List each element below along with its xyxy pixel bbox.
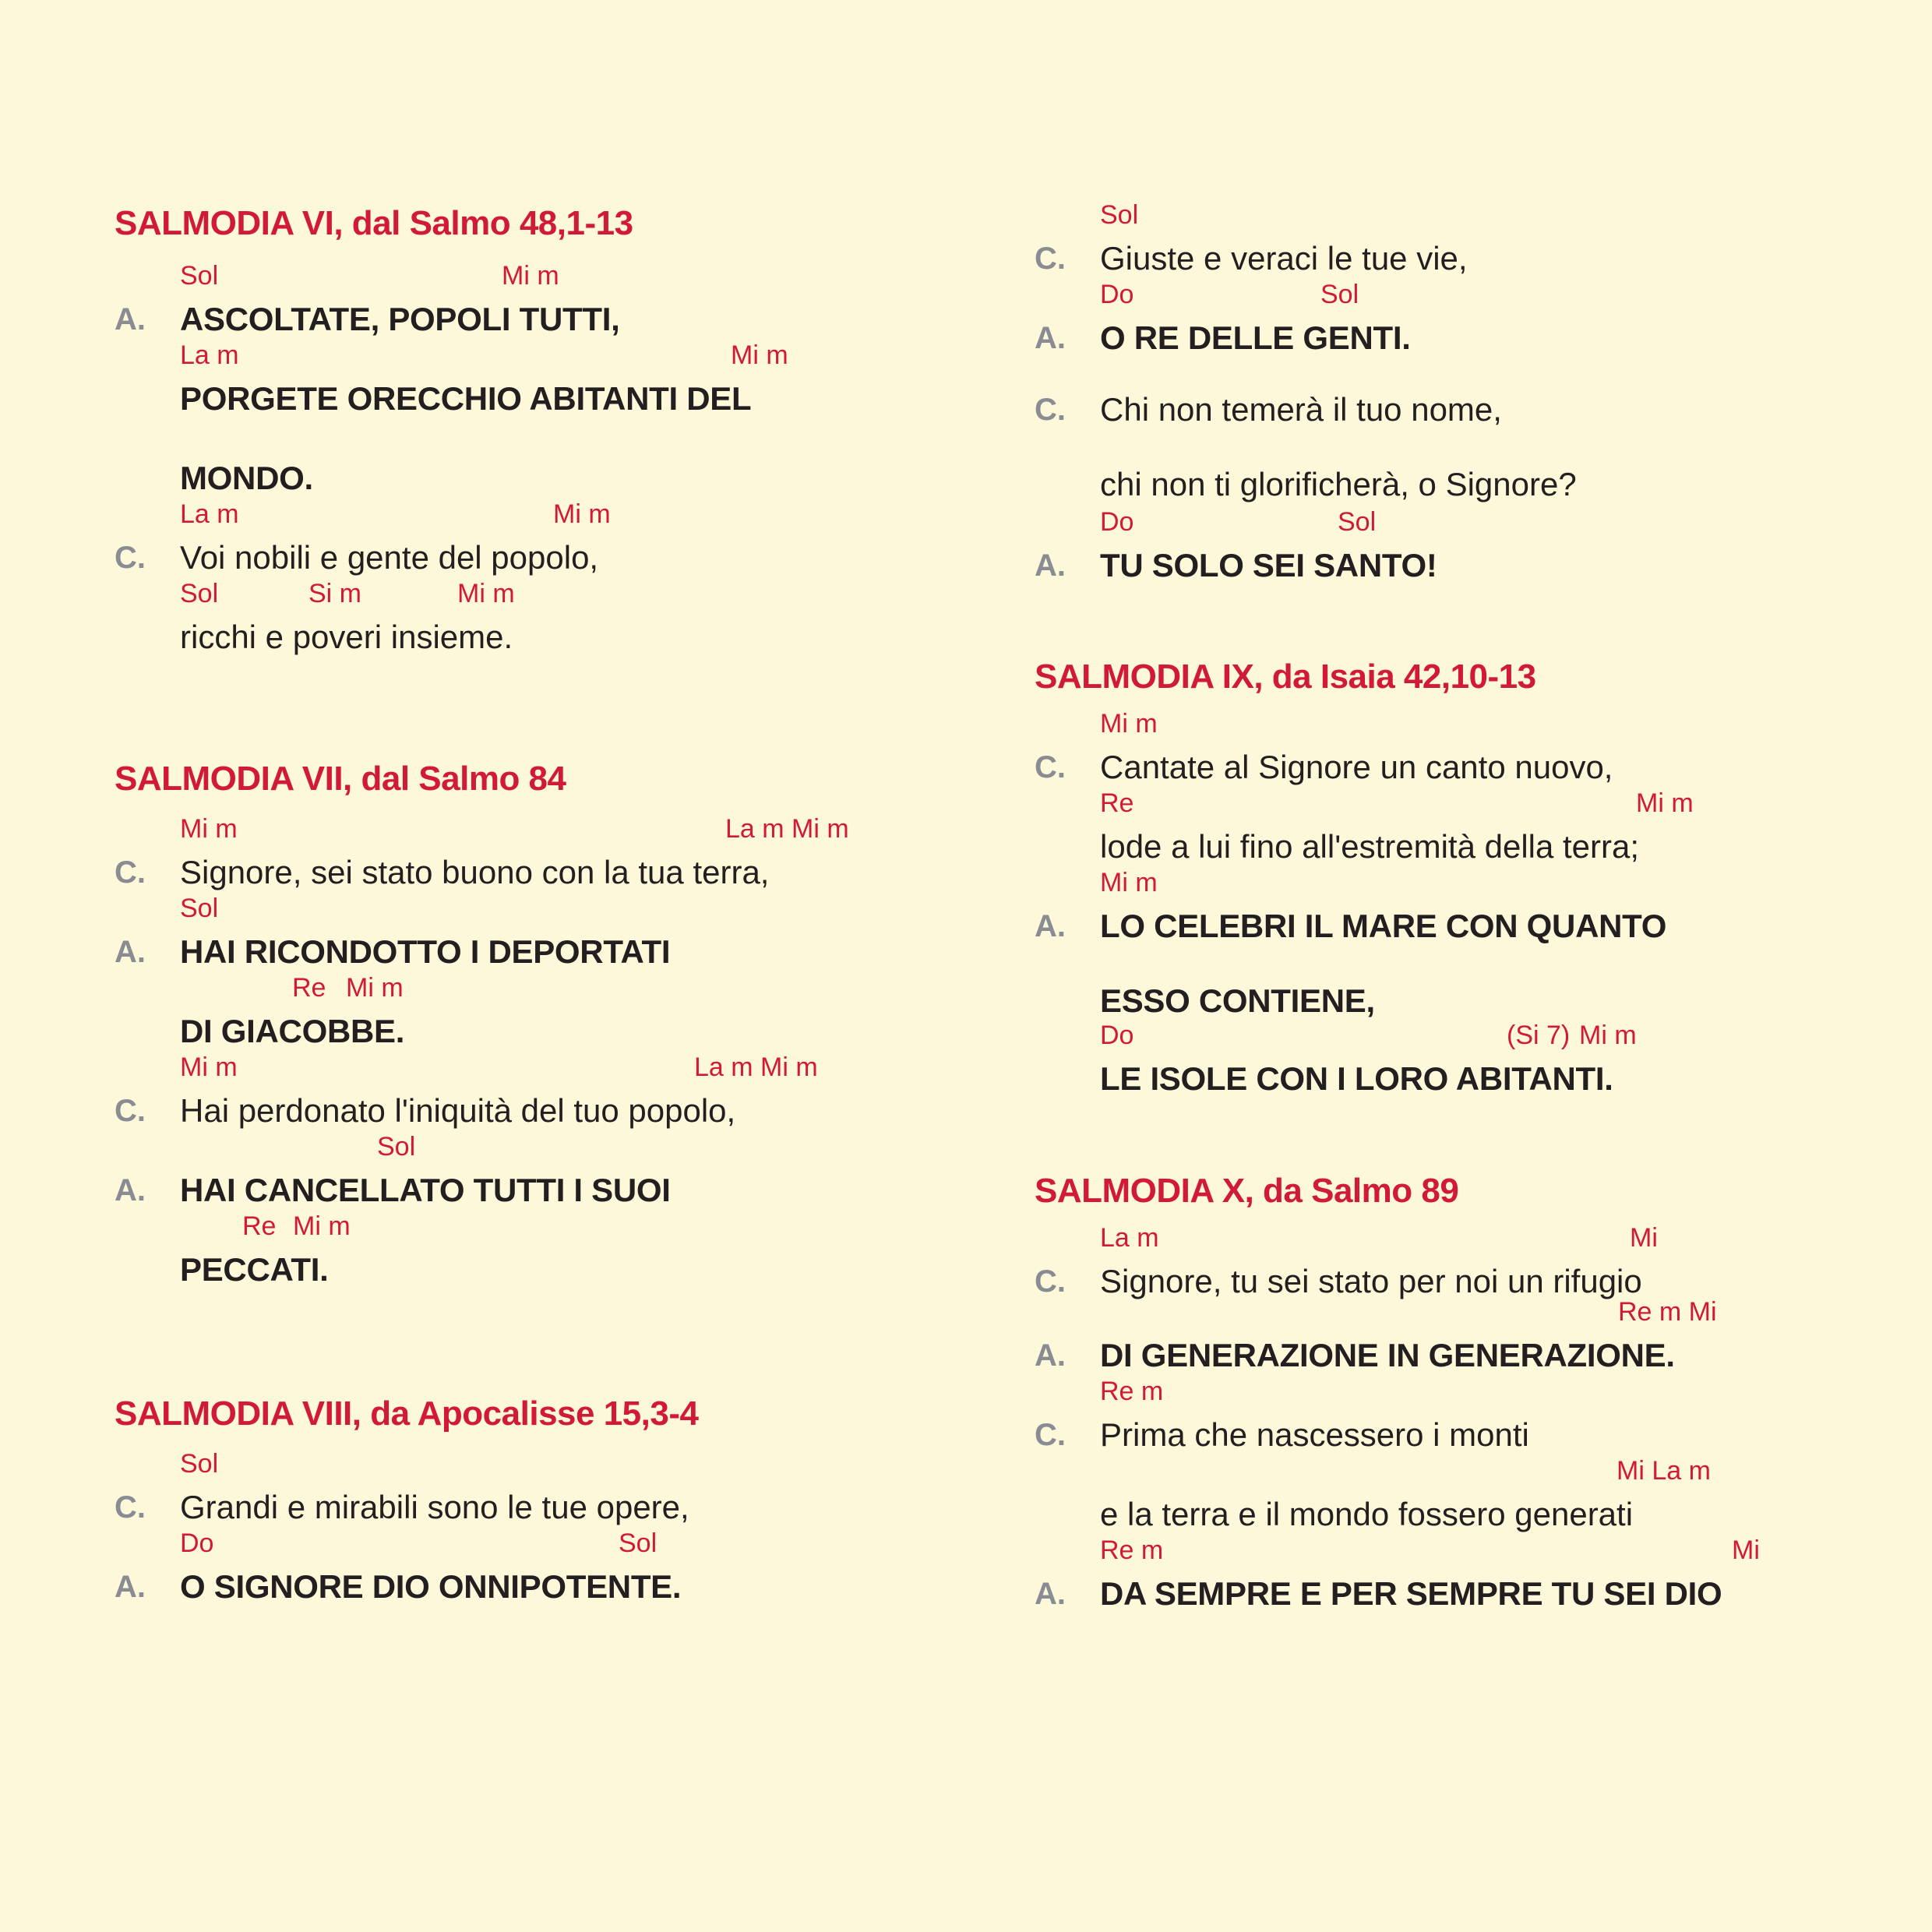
chord-label: (Si 7) <box>1507 1021 1571 1050</box>
chord-label: La m Mi m <box>694 1052 818 1082</box>
section-title: SALMODIA VII, dal Salmo 84 <box>115 760 566 798</box>
assembly-text: ESSO CONTIENE, <box>1100 982 1375 1019</box>
chord-label: Mi m <box>502 261 559 291</box>
speaker-label: C. <box>115 1490 146 1525</box>
chord-label: Sol <box>180 1449 219 1479</box>
cantor-text: Voi nobili e gente del popolo, <box>180 539 599 576</box>
cantor-text: ricchi e poveri insieme. <box>180 619 513 655</box>
chord-label: Sol <box>180 579 219 608</box>
cantor-text: Giuste e veraci le tue vie, <box>1100 240 1468 277</box>
chord-label: Mi <box>1732 1535 1760 1565</box>
cantor-text: Chi non temerà il tuo nome, <box>1100 391 1502 428</box>
speaker-label: A. <box>1035 321 1066 355</box>
section-title: SALMODIA IX, da Isaia 42,10-13 <box>1035 658 1536 696</box>
chord-label: Re m <box>1100 1535 1164 1565</box>
verse-line <box>1035 1456 1930 1538</box>
speaker-label: A. <box>1035 1577 1066 1611</box>
cantor-text: Grandi e mirabili sono le tue opere, <box>180 1489 689 1525</box>
right-column <box>1035 0 1930 1932</box>
cantor-text: Signore, sei stato buono con la tua terra, <box>180 854 770 890</box>
verse-line <box>1035 507 1930 589</box>
chord-label: Mi m <box>1636 788 1694 818</box>
verse-line <box>115 1528 1010 1610</box>
chord-label: Do <box>1100 507 1134 537</box>
chord-label: Sol <box>1320 280 1359 309</box>
chord-label: Mi m <box>731 340 788 370</box>
chord-label: Mi m <box>1100 709 1158 739</box>
assembly-text: TU SOLO SEI SANTO! <box>1100 547 1437 583</box>
assembly-text: LO CELEBRI IL MARE CON QUANTO <box>1100 908 1667 944</box>
verse-line <box>1035 1021 1930 1102</box>
chord-label: Mi m <box>180 814 238 844</box>
assembly-text: DI GIACOBBE. <box>180 1013 405 1049</box>
chord-label: Sol <box>180 261 219 291</box>
chord-label: Do <box>180 1528 214 1558</box>
verse-line <box>115 894 1010 975</box>
chord-label: Do <box>1100 280 1134 309</box>
speaker-label: A. <box>1035 548 1066 583</box>
assembly-text: DA SEMPRE E PER SEMPRE TU SEI DIO <box>1100 1575 1722 1612</box>
chord-label: Re <box>1100 788 1134 818</box>
verse-line <box>1035 868 1930 950</box>
verse-line <box>115 261 1010 343</box>
verse-line <box>1035 709 1930 791</box>
chord-label: Mi m <box>293 1211 351 1241</box>
speaker-label: C. <box>115 1094 146 1128</box>
chord-label: Sol <box>1100 200 1139 230</box>
chord-label: La m <box>180 340 239 370</box>
assembly-text: HAI CANCELLATO TUTTI I SUOI <box>180 1172 671 1208</box>
verse-line <box>1035 978 1930 1024</box>
cantor-text: lode a lui fino all'estremità della terra; <box>1100 828 1640 865</box>
verse-line <box>1035 788 1930 870</box>
chord-label: Re m <box>1100 1377 1164 1406</box>
speaker-label: A. <box>1035 1338 1066 1373</box>
cantor-text: chi non ti glorificherà, o Signore? <box>1100 466 1577 502</box>
verse-line <box>115 1052 1010 1134</box>
speaker-label: C. <box>1035 393 1066 427</box>
chord-label: La m Mi m <box>725 814 849 844</box>
chord-label: Mi m <box>457 579 515 608</box>
verse-line <box>1035 1297 1930 1379</box>
cantor-text: Hai perdonato l'iniquità del tuo popolo, <box>180 1092 736 1129</box>
verse-line <box>115 1211 1010 1293</box>
chord-label: Re <box>242 1211 277 1241</box>
section-title: SALMODIA VIII, da Apocalisse 15,3-4 <box>115 1394 699 1433</box>
verse-line <box>115 579 1010 661</box>
speaker-label: A. <box>1035 909 1066 943</box>
speaker-label: C. <box>1035 1418 1066 1452</box>
assembly-text: O SIGNORE DIO ONNIPOTENTE. <box>180 1568 682 1605</box>
cantor-text: Cantate al Signore un canto nuovo, <box>1100 749 1613 785</box>
speaker-label: A. <box>115 935 146 969</box>
speaker-label: A. <box>115 1570 146 1604</box>
chord-label: Re <box>292 973 326 1003</box>
assembly-text: PECCATI. <box>180 1251 329 1288</box>
assembly-text: PORGETE ORECCHIO ABITANTI DEL <box>180 380 752 417</box>
verse-line <box>115 1449 1010 1531</box>
chord-label: Mi m <box>346 973 404 1003</box>
left-column <box>115 0 1010 1932</box>
chord-label: Do <box>1100 1021 1134 1050</box>
verse-line <box>115 340 1010 422</box>
verse-line <box>115 499 1010 581</box>
cantor-text: Prima che nascessero i monti <box>1100 1416 1529 1453</box>
speaker-label: A. <box>115 302 146 337</box>
chord-label: Sol <box>180 894 219 923</box>
chord-label: Mi m <box>180 1052 238 1082</box>
verse-line <box>115 1132 1010 1214</box>
verse-line <box>115 973 1010 1055</box>
assembly-text: LE ISOLE CON I LORO ABITANTI. <box>1100 1060 1613 1097</box>
verse-line <box>1035 280 1930 361</box>
speaker-label: C. <box>1035 242 1066 276</box>
assembly-text: ASCOLTATE, POPOLI TUTTI, <box>180 301 620 337</box>
chord-label: Sol <box>377 1132 416 1162</box>
verse-line <box>1035 1223 1930 1305</box>
speaker-label: C. <box>115 541 146 575</box>
cantor-text: e la terra e il mondo fossero generati <box>1100 1496 1634 1532</box>
assembly-text: HAI RICONDOTTO I DEPORTATI <box>180 933 671 970</box>
speaker-label: C. <box>115 855 146 890</box>
speaker-label: C. <box>1035 1264 1066 1299</box>
section-title: SALMODIA VI, dal Salmo 48,1-13 <box>115 204 633 242</box>
verse-line <box>115 814 1010 896</box>
chord-label: Sol <box>619 1528 658 1558</box>
chord-label: Mi m <box>1100 868 1158 897</box>
verse-line <box>1035 461 1930 508</box>
chord-label: Mi m <box>553 499 611 529</box>
verse-line <box>1035 200 1930 282</box>
chord-label: La m <box>180 499 239 529</box>
chord-label: La m <box>1100 1223 1159 1253</box>
speaker-label: C. <box>1035 750 1066 784</box>
chord-label: Re m Mi <box>1618 1297 1717 1327</box>
verse-line <box>115 455 1010 502</box>
assembly-text: DI GENERAZIONE IN GENERAZIONE. <box>1100 1337 1675 1373</box>
assembly-text: MONDO. <box>180 460 313 496</box>
chord-label: Mi <box>1630 1223 1658 1253</box>
assembly-text: O RE DELLE GENTI. <box>1100 319 1411 356</box>
verse-line <box>1035 1377 1930 1458</box>
verse-line <box>1035 1535 1930 1617</box>
section-title: SALMODIA X, da Salmo 89 <box>1035 1172 1459 1210</box>
speaker-label: A. <box>115 1173 146 1208</box>
chord-label: Mi La m <box>1616 1456 1711 1486</box>
chord-label: Mi m <box>1579 1021 1637 1050</box>
verse-line <box>1035 386 1930 433</box>
chord-label: Si m <box>308 579 361 608</box>
cantor-text: Signore, tu sei stato per noi un rifugio <box>1100 1263 1642 1299</box>
chord-label: Sol <box>1338 507 1377 537</box>
